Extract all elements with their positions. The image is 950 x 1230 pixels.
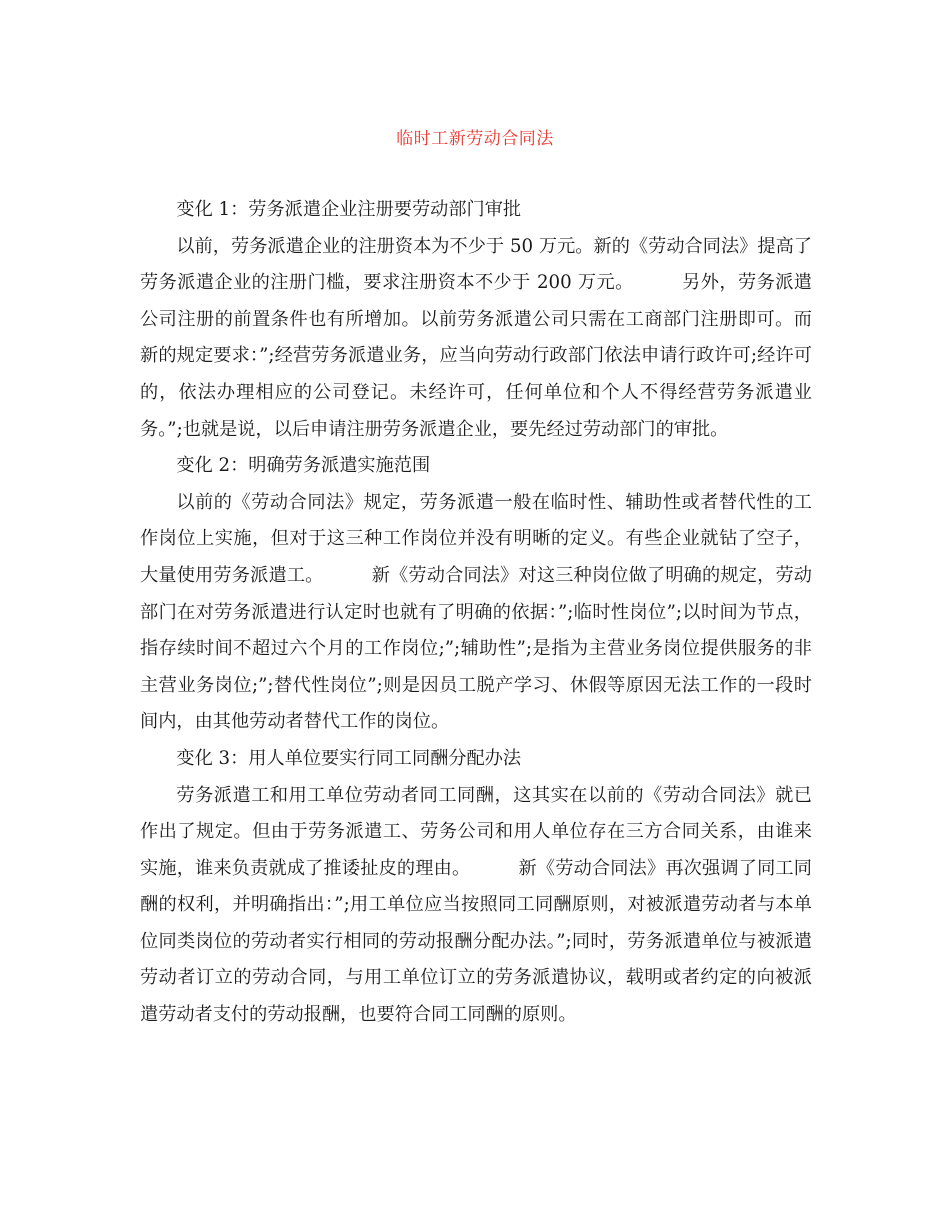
section-heading-3: 变化 3：用人单位要实行同工同酬分配办法	[176, 747, 522, 769]
document-body	[140, 192, 812, 1034]
paragraph-text: 新《劳动合同法》对这三种岗位做了明确的规定，劳动部门在对劳务派遣进行认定时也就有了明确的依据：”;临时性岗位”;以时间为节点，指存续时间不超过六个月的工作岗位;”;辅助性”;是指为主营业务岗位提供服务的非主营业务岗位;”;替代性岗位”;则是因员工脱产学习、休假等原因无法工作的一段时间内，由其他劳动者替代工作的岗位。	[140, 564, 812, 733]
document-title: 临时工新劳动合同法	[396, 129, 554, 149]
paragraph-text: 劳务派遣工和用工单位劳动者同工同酬，这其实在以前的《劳动合同法》就已作出了规定。但由于劳务派遣工、劳务公司和用人单位存在三方合同关系，由谁来实施，谁来负责就成了推诿扯皮的理由。	[140, 784, 812, 879]
section-heading-2: 变化 2：明确劳务派遣实施范围	[176, 455, 431, 477]
paragraph-text: 另外，劳务派遣公司注册的前置条件也有所增加。以前劳务派遣公司只需在工商部门注册即可。而新的规定要求：”;经营劳务派遣业务，应当向劳动行政部门依法申请行政许可;经许可的，依法办理相应的公司登记。未经许可，任何单位和个人不得经营劳务派遣业务。”;也就是说，以后申请注册劳务派遣企业，要先经过劳动部门的审批。	[140, 272, 812, 440]
paragraph-text: 以前，劳务派遣企业的注册资本为不少于 50 万元。新的《劳动合同法》提高了劳务派遣企业的注册门槛，要求注册资本不少于 200 万元。	[140, 235, 812, 294]
section-paragraph-1	[140, 229, 812, 449]
section-heading-1: 变化 1：劳务派遣企业注册要劳动部门审批	[176, 199, 522, 220]
paragraph-text: 新《劳动合同法》再次强调了同工同酬的权利，并明确指出：”;用工单位应当按照同工同酬原则，对被派遣劳动者与本单位同类岗位的劳动者实行相同的劳动报酬分配办法。”;同时，劳务派遣单位与被派遣劳动者订立的劳动合同，与用工单位订立的劳务派遣协议，载明或者约定的向被派遣劳动者支付的劳动报酬，也要符合同工同酬的原则。	[140, 857, 812, 1026]
section-paragraph-3	[140, 778, 812, 1034]
section-paragraph-2	[140, 485, 812, 741]
paragraph-text: 以前的《劳动合同法》规定，劳务派遣一般在临时性、辅助性或者替代性的工作岗位上实施，但对于这三种工作岗位并没有明晰的定义。有些企业就钻了空子，大量使用劳务派遣工。	[140, 491, 812, 586]
